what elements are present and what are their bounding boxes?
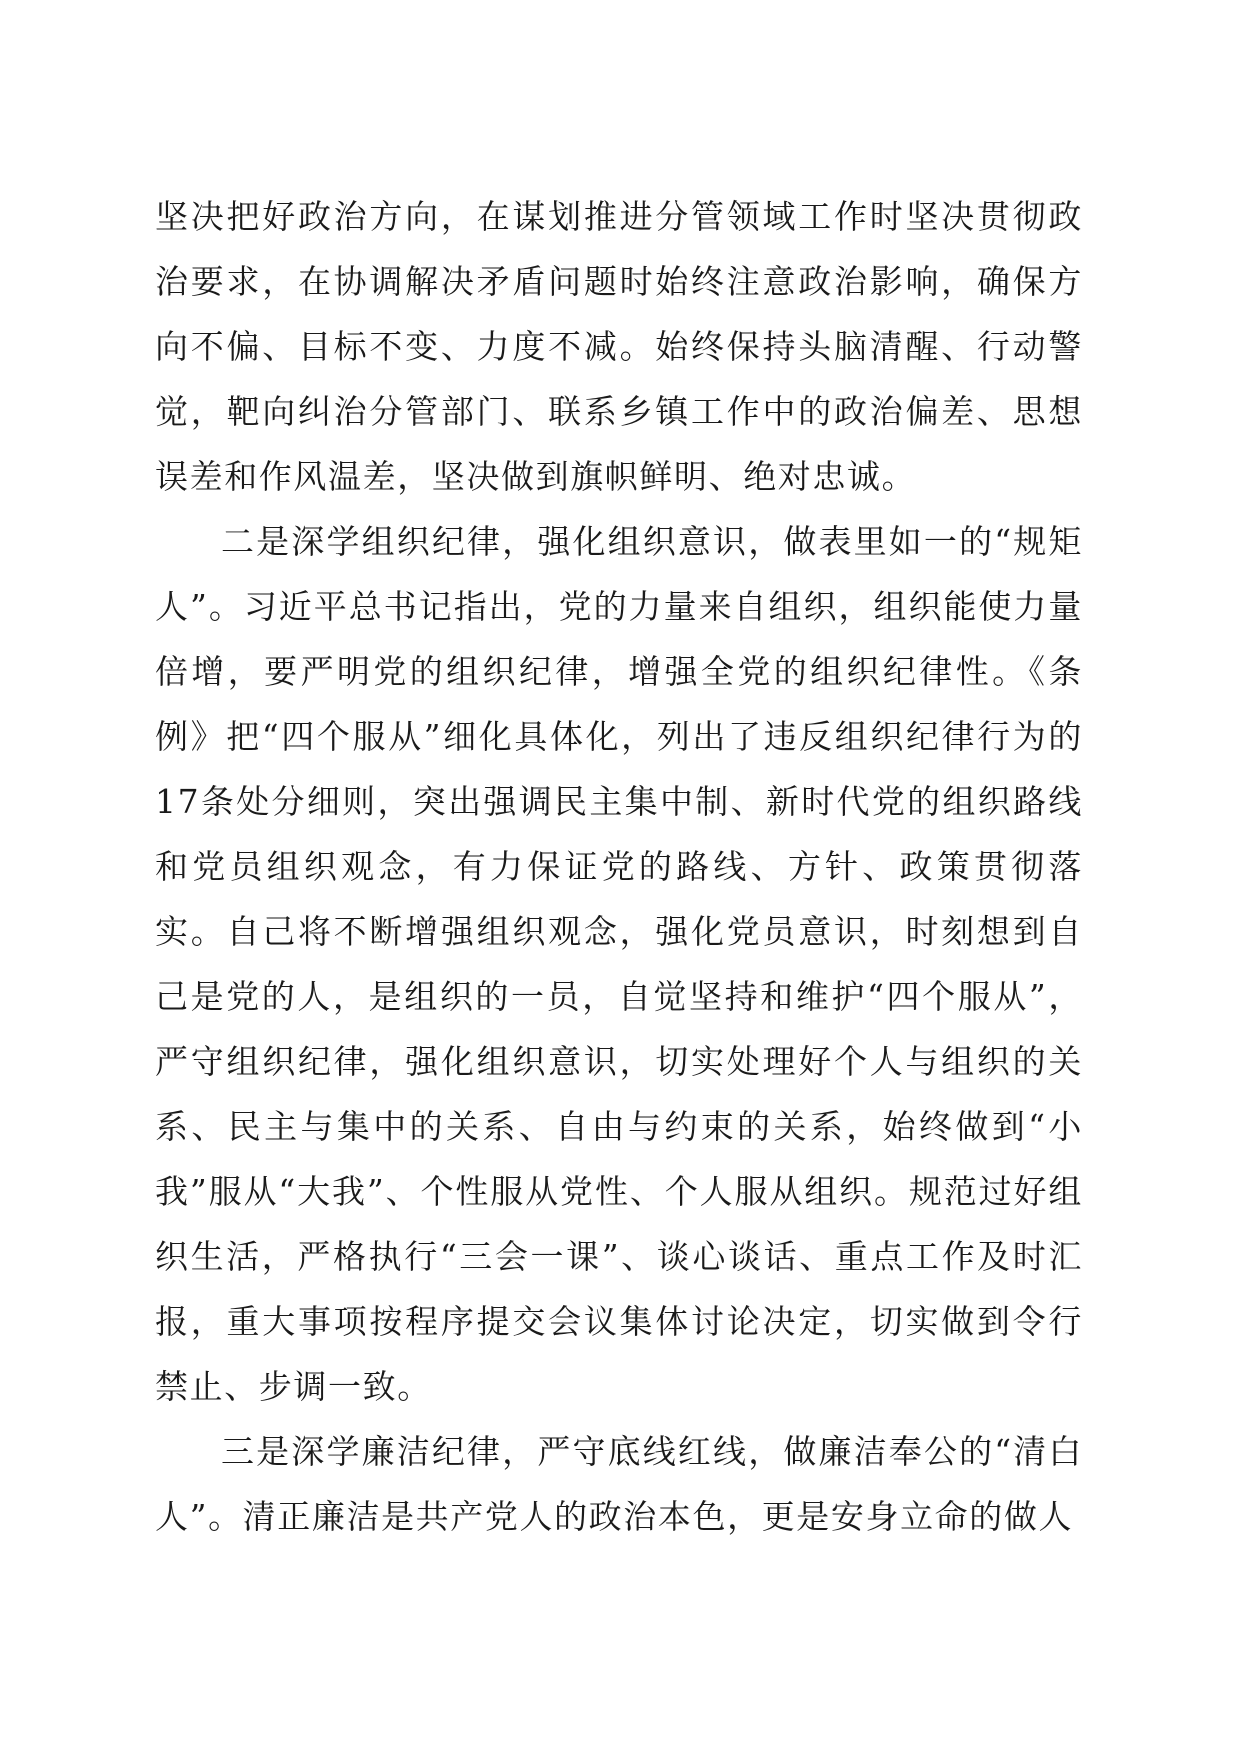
paragraph-organizational-discipline: 二是深学组织纪律，强化组织意识，做表里如一的“规矩人”。习近平总书记指出，党的力量来自组织，组织能使力量倍增，要严明党的组织纪律，增强全党的组织纪律性。《条例》把“四个服从”细化具体化，列出了违反组织纪律行为的17条处分细则，突出强调民主集中制、新时代党的组织路线和党员组织观念，有力保证党的路线、方针、政策贯彻落实。自己将不断增强组织观念，强化党员意识，时刻想到自己是党的人，是组织的一员，自觉坚持和维护“四个服从”，严守组织纪律，强化组织意识，切实处理好个人与组织的关系、民主与集中的关系、自由与约束的关系，始终做到“小我”服从“大我”、个性服从党性、个人服从组织。规范过好组织生活，严格执行“三会一课”、谈心谈话、重点工作及时汇报，重大事项按程序提交会议集体讨论决定，切实做到令行禁止、步调一致。 [155,522,1083,1406]
paragraph-integrity-discipline: 三是深学廉洁纪律，严守底线红线，做廉洁奉公的“清白人”。清正廉洁是共产党人的政治本色，更是安身立命的做人 [155,1432,1083,1536]
document-body [155,184,1083,1549]
paragraph-continuation: 坚决把好政治方向，在谋划推进分管领域工作时坚决贯彻政治要求，在协调解决矛盾问题时始终注意政治影响，确保方向不偏、目标不变、力度不减。始终保持头脑清醒、行动警觉，靶向纠治分管部门、联系乡镇工作中的政治偏差、思想误差和作风温差，坚决做到旗帜鲜明、绝对忠诚。 [155,197,1083,496]
